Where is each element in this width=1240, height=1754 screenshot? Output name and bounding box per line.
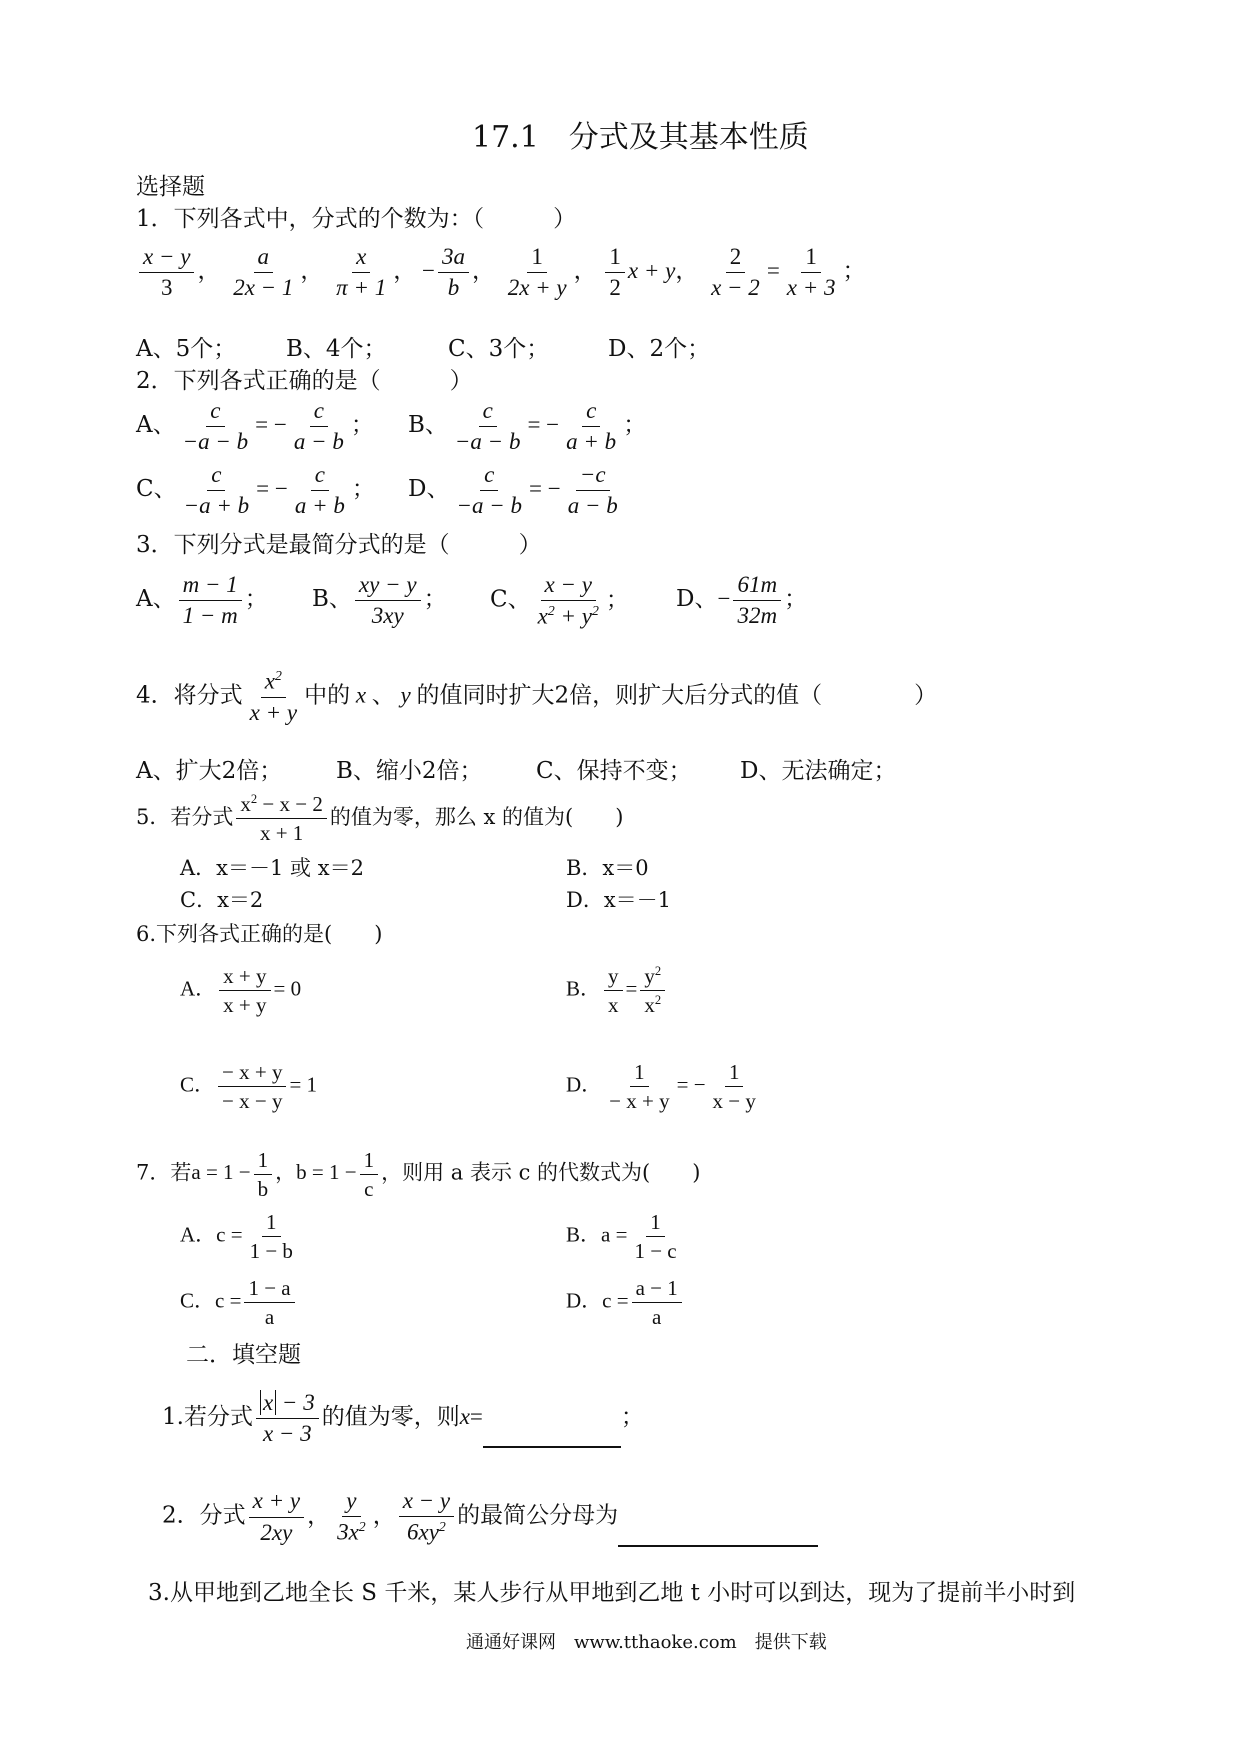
f1-question: 1.若分式 $\frac{x - 3}{x - 3}$ 的值为零，则x= ；	[162, 1390, 644, 1447]
q2-stem: 2．下列各式正确的是（ ）	[136, 368, 473, 394]
q4-option-a: A、扩大2倍；	[136, 758, 283, 784]
q4-stem: 4．将分式 $\frac{x^2}{x + y}$ 中的 x 、 y 的值同时扩大2倍，则扩大后分式的值（ ）	[136, 668, 938, 726]
page-title: 17.1 分式及其基本性质	[472, 120, 809, 155]
q4-option-c: C、保持不变；	[536, 758, 692, 784]
q7-option-c: C．c = $\frac{1 - a}{a}$	[180, 1276, 298, 1329]
q7-option-a: A．c = $\frac{1}{1 - b}$	[180, 1210, 293, 1264]
q6-stem: 6.下列各式正确的是( )	[136, 922, 383, 946]
section-fill-heading: 二．填空题	[186, 1342, 301, 1368]
q1-option-d: D、2个；	[608, 336, 711, 362]
q4-option-b: B、缩小2倍；	[336, 758, 483, 784]
q5-stem: 5．若分式 $\frac{x^2 - x - 2}{x + 1}$ 的值为零，那么 x 的值为( )	[136, 792, 624, 846]
q1-expressions: $\frac{x - y}{3}$ ， $\frac{a}{2x - 1}$ ， $\frac{x}{\pi + 1}$ ， − $\frac{3a}{b}$ ， $\frac{1}{2x + y}$ ， $\frac{1}{2}$ x + y， $\frac{2}{x - 2}$ = $\frac{1}{x + 3}$ ；	[136, 244, 866, 302]
q5-option-d: D．x＝－1	[566, 888, 672, 912]
q6-option-a: A． $\frac{x + y}{x + y}$ = 0	[180, 964, 302, 1018]
q3-option-a: A、 $\frac{m - 1}{1 - m}$ ；	[136, 572, 268, 629]
q5-option-c: C．x＝2	[180, 888, 264, 912]
q6-option-b: B． $\frac{y}{x}$ = $\frac{y^2}{x^2}$	[566, 964, 668, 1017]
page-footer: 通通好课网 www.tthaoke.com 提供下载	[466, 1632, 827, 1653]
f1-answer-blank[interactable]	[483, 1420, 621, 1448]
q2-option-d: D、 $\frac{c}{-a - b}$ = − $\frac{-c}{a - b}$	[408, 462, 618, 519]
q1-option-b: B、4个；	[286, 336, 387, 362]
q5-option-b: B．x＝0	[566, 856, 649, 880]
q5-option-a: A．x＝－1 或 x＝2	[180, 856, 364, 880]
q6-option-c: C． $\frac{- x + y}{- x - y}$ = 1	[180, 1060, 318, 1114]
q1-option-a: A、5个；	[136, 336, 237, 362]
q3-option-c: C、 $\frac{x - y}{x^2 + y^2}$ ；	[490, 572, 629, 630]
q3-stem: 3．下列分式是最简分式的是（ ）	[136, 532, 542, 558]
f2-answer-blank[interactable]	[618, 1519, 818, 1547]
q2-option-b: B、 $\frac{c}{-a - b}$ = − $\frac{c}{a + b}$ ；	[408, 398, 647, 455]
f3-question: 3.从甲地到乙地全长 S 千米，某人步行从甲地到乙地 t 小时可以到达，现为了提前半小时到	[148, 1580, 1076, 1606]
q4-option-d: D、无法确定；	[740, 758, 897, 784]
q2-option-c: C、 $\frac{c}{-a + b}$ = − $\frac{c}{a + b}$ ；	[136, 462, 375, 519]
q3-option-b: B、 $\frac{xy - y}{3xy}$ ；	[312, 572, 447, 629]
q3-option-d: D、− $\frac{61m}{32m}$ ；	[676, 572, 808, 629]
q1-stem: 1．下列各式中，分式的个数为：（ ）	[136, 206, 577, 232]
f2-question: 2．分式 $\frac{x + y}{2xy}$ ， $\frac{y}{3x^2}$ ， $\frac{x - y}{6xy^2}$ 的最简公分母为	[162, 1488, 818, 1547]
q7-option-b: B．a = $\frac{1}{1 - c}$	[566, 1210, 677, 1264]
section-choice-heading: 选择题	[136, 174, 205, 200]
q2-option-a: A、 $\frac{c}{-a - b}$ = − $\frac{c}{a - b}$ ；	[136, 398, 374, 455]
q6-option-d: D． $\frac{1}{- x + y}$ = − $\frac{1}{x - y}$	[566, 1060, 756, 1114]
q1-option-c: C、3个；	[448, 336, 550, 362]
q7-option-d: D．c = $\frac{a - 1}{a}$	[566, 1276, 685, 1329]
q7-stem: 7．若a = 1 − $\frac{1}{b}$ ，b = 1 − $\frac{1}{c}$ ，则用 a 表示 c 的代数式为( )	[136, 1148, 701, 1202]
